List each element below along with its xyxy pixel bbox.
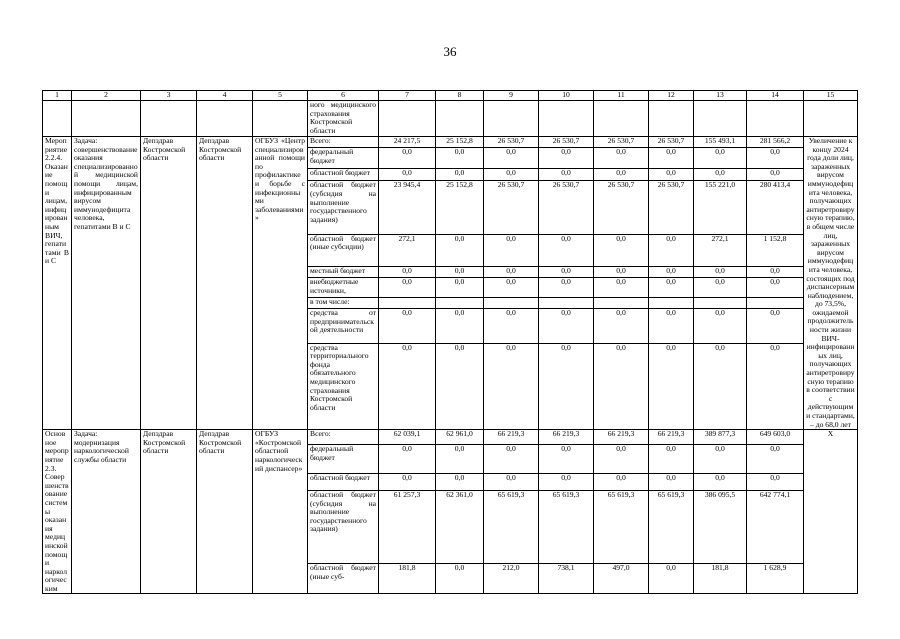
amount-cell: 0,0 xyxy=(694,343,747,430)
header-cell: 7 xyxy=(379,91,436,101)
amount-cell: 0,0 xyxy=(694,277,747,297)
amount-cell: 0,0 xyxy=(484,309,539,343)
empty-cell xyxy=(649,101,694,137)
amount-cell: 0,0 xyxy=(594,266,649,277)
amount-cell: 26 530,7 xyxy=(649,181,694,234)
budget-row xyxy=(43,137,858,148)
empty-cell xyxy=(197,101,253,137)
amount-cell: 0,0 xyxy=(649,309,694,343)
amount-cell: 0,0 xyxy=(747,169,804,181)
amount-cell: 66 219,3 xyxy=(594,430,649,445)
empty-cell xyxy=(747,101,804,137)
amount-cell: 0,0 xyxy=(539,148,594,169)
amount-cell: 281 566,2 xyxy=(747,137,804,148)
amount-cell: 0,0 xyxy=(747,266,804,277)
funding-source-cell: внебюджетные источники, xyxy=(308,277,379,297)
amount-cell: 0,0 xyxy=(539,474,594,491)
amount-cell: 65 619,3 xyxy=(539,491,594,564)
co-executor-cell: Депздрав Костромской области xyxy=(141,137,197,430)
co-executor-cell: Депздрав Костромской области xyxy=(197,430,253,594)
amount-cell: 0,0 xyxy=(694,148,747,169)
amount-cell: 181,8 xyxy=(379,564,436,594)
amount-cell: 0,0 xyxy=(594,445,649,474)
amount-cell: 0,0 xyxy=(539,169,594,181)
executor-cell: ОГБУЗ «Костромской областной наркологический диспансер» xyxy=(253,430,308,594)
amount-cell: 66 219,3 xyxy=(649,430,694,445)
amount-cell: 0,0 xyxy=(484,343,539,430)
funding-source-cell: в том числе: xyxy=(308,298,379,309)
header-cell: 12 xyxy=(649,91,694,101)
header-cell: 5 xyxy=(253,91,308,101)
amount-cell: 497,0 xyxy=(594,564,649,594)
amount-cell: 65 619,3 xyxy=(594,491,649,564)
amount-cell: 0,0 xyxy=(539,343,594,430)
empty-cell xyxy=(539,101,594,137)
amount-cell: 0,0 xyxy=(594,277,649,297)
budget-row xyxy=(43,430,858,445)
executor-cell: ОГБУЗ «Центр специализированной помощи по профилактике и борьбе с инфекционными заболеваниями» xyxy=(253,137,308,430)
activity-cell: Основное мероприятие 2.3. Совершенствование системы оказания медицинской помощи наркологическим xyxy=(43,430,72,594)
amount-cell: 0,0 xyxy=(436,474,484,491)
amount-cell: 272,1 xyxy=(694,234,747,266)
amount-cell: 26 530,7 xyxy=(484,137,539,148)
amount-cell: 0,0 xyxy=(594,234,649,266)
header-cell: 6 xyxy=(308,91,379,101)
amount-cell: 0,0 xyxy=(484,148,539,169)
empty-cell xyxy=(43,101,72,137)
amount-cell xyxy=(379,298,436,309)
amount-cell: 738,1 xyxy=(539,564,594,594)
amount-cell: 66 219,3 xyxy=(539,430,594,445)
amount-cell: 62 039,1 xyxy=(379,430,436,445)
amount-cell: 0,0 xyxy=(694,169,747,181)
funding-source-cell: Всего: xyxy=(308,430,379,445)
funding-source-cell: средства от предпринимательской деятельности xyxy=(308,309,379,343)
funding-source-cell: областной бюджет (иные субсидии) xyxy=(308,234,379,266)
amount-cell: 65 619,3 xyxy=(484,491,539,564)
header-cell: 1 xyxy=(43,91,72,101)
amount-cell xyxy=(649,298,694,309)
amount-cell: 0,0 xyxy=(539,266,594,277)
amount-cell: 0,0 xyxy=(484,474,539,491)
amount-cell: 0,0 xyxy=(436,309,484,343)
amount-cell: 212,0 xyxy=(484,564,539,594)
amount-cell: 0,0 xyxy=(649,474,694,491)
amount-cell: 0,0 xyxy=(436,169,484,181)
amount-cell: 0,0 xyxy=(484,169,539,181)
amount-cell: 0,0 xyxy=(649,266,694,277)
amount-cell: 0,0 xyxy=(379,266,436,277)
header-row xyxy=(43,91,858,101)
amount-cell: 25 152,8 xyxy=(436,137,484,148)
header-cell: 11 xyxy=(594,91,649,101)
amount-cell: 0,0 xyxy=(539,234,594,266)
amount-cell: 0,0 xyxy=(436,445,484,474)
amount-cell: 0,0 xyxy=(379,309,436,343)
amount-cell: 0,0 xyxy=(379,343,436,430)
amount-cell: 0,0 xyxy=(649,277,694,297)
amount-cell: 26 530,7 xyxy=(539,137,594,148)
amount-cell: 0,0 xyxy=(747,474,804,491)
funding-source-cell: федеральный бюджет xyxy=(308,148,379,169)
header-cell: 14 xyxy=(747,91,804,101)
header-cell: 10 xyxy=(539,91,594,101)
amount-cell: 389 877,3 xyxy=(694,430,747,445)
amount-cell: 24 217,5 xyxy=(379,137,436,148)
header-cell: 4 xyxy=(197,91,253,101)
amount-cell: 155 221,0 xyxy=(694,181,747,234)
amount-cell: 155 493,1 xyxy=(694,137,747,148)
amount-cell: 0,0 xyxy=(747,148,804,169)
amount-cell xyxy=(436,298,484,309)
amount-cell: 0,0 xyxy=(539,445,594,474)
amount-cell: 0,0 xyxy=(594,169,649,181)
funding-source-cell: областной бюджет xyxy=(308,474,379,491)
amount-cell: 181,8 xyxy=(694,564,747,594)
funding-source-cell: областной бюджет (субсидия на выполнение государственного задания) xyxy=(308,491,379,564)
amount-cell: 0,0 xyxy=(436,564,484,594)
amount-cell: 0,0 xyxy=(747,309,804,343)
empty-cell xyxy=(484,101,539,137)
amount-cell: 0,0 xyxy=(747,343,804,430)
amount-cell: 0,0 xyxy=(649,564,694,594)
amount-cell: 0,0 xyxy=(594,343,649,430)
amount-cell: 0,0 xyxy=(649,445,694,474)
amount-cell: 0,0 xyxy=(594,148,649,169)
budget-table xyxy=(42,90,858,594)
carry-over-row xyxy=(43,101,858,137)
empty-cell xyxy=(141,101,197,137)
amount-cell: 272,1 xyxy=(379,234,436,266)
amount-cell: 642 774,1 xyxy=(747,491,804,564)
empty-cell xyxy=(436,101,484,137)
funding-source-cell: Всего: xyxy=(308,137,379,148)
amount-cell: 0,0 xyxy=(379,474,436,491)
funding-source-cell: федеральный бюджет xyxy=(308,445,379,474)
funding-source-cell: областной бюджет (иные суб- xyxy=(308,564,379,594)
amount-cell: 62 361,0 xyxy=(436,491,484,564)
amount-cell: 0,0 xyxy=(484,234,539,266)
amount-cell xyxy=(539,298,594,309)
header-cell: 9 xyxy=(484,91,539,101)
empty-cell xyxy=(379,101,436,137)
budget-table-body xyxy=(43,91,858,594)
amount-cell: 26 530,7 xyxy=(484,181,539,234)
amount-cell xyxy=(694,298,747,309)
amount-cell: 0,0 xyxy=(484,266,539,277)
co-executor-cell: Депздрав Костромской области xyxy=(197,137,253,430)
amount-cell: 1 628,9 xyxy=(747,564,804,594)
amount-cell: 0,0 xyxy=(436,148,484,169)
amount-cell: 0,0 xyxy=(649,169,694,181)
amount-cell: 386 095,5 xyxy=(694,491,747,564)
amount-cell: 26 530,7 xyxy=(594,181,649,234)
header-cell: 13 xyxy=(694,91,747,101)
amount-cell: 0,0 xyxy=(694,445,747,474)
amount-cell: 0,0 xyxy=(379,277,436,297)
amount-cell: 280 413,4 xyxy=(747,181,804,234)
amount-cell: 0,0 xyxy=(484,445,539,474)
amount-cell: 649 603,0 xyxy=(747,430,804,445)
header-cell: 8 xyxy=(436,91,484,101)
amount-cell: 0,0 xyxy=(649,343,694,430)
amount-cell: 0,0 xyxy=(436,266,484,277)
header-cell: 15 xyxy=(804,91,858,101)
amount-cell: 0,0 xyxy=(539,309,594,343)
funding-source-cell: областной бюджет (субсидия на выполнение государственного задания) xyxy=(308,181,379,234)
amount-cell: 26 530,7 xyxy=(594,137,649,148)
expected-result-cell: Х xyxy=(804,430,858,594)
activity-cell: Мероприятие 2.2.4. Оказание помощи лицам, инфицированным ВИЧ, гепатитами В и С xyxy=(43,137,72,430)
co-executor-cell: Депздрав Костромской области xyxy=(141,430,197,594)
amount-cell: 26 530,7 xyxy=(649,137,694,148)
amount-cell xyxy=(747,298,804,309)
amount-cell: 25 152,8 xyxy=(436,181,484,234)
task-cell: Задача: модернизация наркологической службы области xyxy=(72,430,141,594)
header-cell: 2 xyxy=(72,91,141,101)
amount-cell: 0,0 xyxy=(649,148,694,169)
expected-result-cell: Увеличение к концу 2024 года доли лиц, зараженных вирусом иммунодефицита человека, получающих антиретровирусную терапию, в общем числе лиц, зараженных вирусом иммунодефицита человека, состоящих под диспансерным наблюдением, до 73,5%, ожидаемой продолжительности жизни ВИЧ-инфицированных лиц, получающих антиретровирусную терапию в соответствии с действующими стандартами, – до 68,0 лет xyxy=(804,137,858,430)
amount-cell: 0,0 xyxy=(694,309,747,343)
amount-cell xyxy=(484,298,539,309)
empty-cell xyxy=(253,101,308,137)
amount-cell: 0,0 xyxy=(747,445,804,474)
amount-cell: 0,0 xyxy=(436,343,484,430)
page-number: 36 xyxy=(443,44,457,59)
amount-cell: 65 619,3 xyxy=(649,491,694,564)
amount-cell: 1 152,8 xyxy=(747,234,804,266)
amount-cell: 0,0 xyxy=(436,234,484,266)
amount-cell: 0,0 xyxy=(436,277,484,297)
amount-cell: 0,0 xyxy=(694,474,747,491)
amount-cell: 0,0 xyxy=(649,234,694,266)
amount-cell: 66 219,3 xyxy=(484,430,539,445)
empty-cell xyxy=(72,101,141,137)
amount-cell: 0,0 xyxy=(379,169,436,181)
empty-cell xyxy=(594,101,649,137)
funding-source-cell: средства территориального фонда обязательного медицинского страхования Костромской области xyxy=(308,343,379,430)
amount-cell: 0,0 xyxy=(594,474,649,491)
amount-cell: 62 961,0 xyxy=(436,430,484,445)
amount-cell: 61 257,3 xyxy=(379,491,436,564)
amount-cell: 0,0 xyxy=(539,277,594,297)
empty-cell xyxy=(804,101,858,137)
amount-cell: 0,0 xyxy=(694,266,747,277)
amount-cell xyxy=(594,298,649,309)
amount-cell: 23 945,4 xyxy=(379,181,436,234)
empty-cell xyxy=(694,101,747,137)
amount-cell: 0,0 xyxy=(484,277,539,297)
amount-cell: 0,0 xyxy=(747,277,804,297)
amount-cell: 0,0 xyxy=(379,148,436,169)
task-cell: Задача: совершенствование оказания специализированной медицинской помощи лицам, инфицированным вирусом иммунодефицита человека, гепатитами В и С xyxy=(72,137,141,430)
header-cell: 3 xyxy=(141,91,197,101)
funding-source-cell: областной бюджет xyxy=(308,169,379,181)
amount-cell: 26 530,7 xyxy=(539,181,594,234)
funding-source-cell: местный бюджет xyxy=(308,266,379,277)
carry-over-source: ного медицинского страхования Костромской области xyxy=(308,101,379,137)
amount-cell: 0,0 xyxy=(379,445,436,474)
amount-cell: 0,0 xyxy=(594,309,649,343)
